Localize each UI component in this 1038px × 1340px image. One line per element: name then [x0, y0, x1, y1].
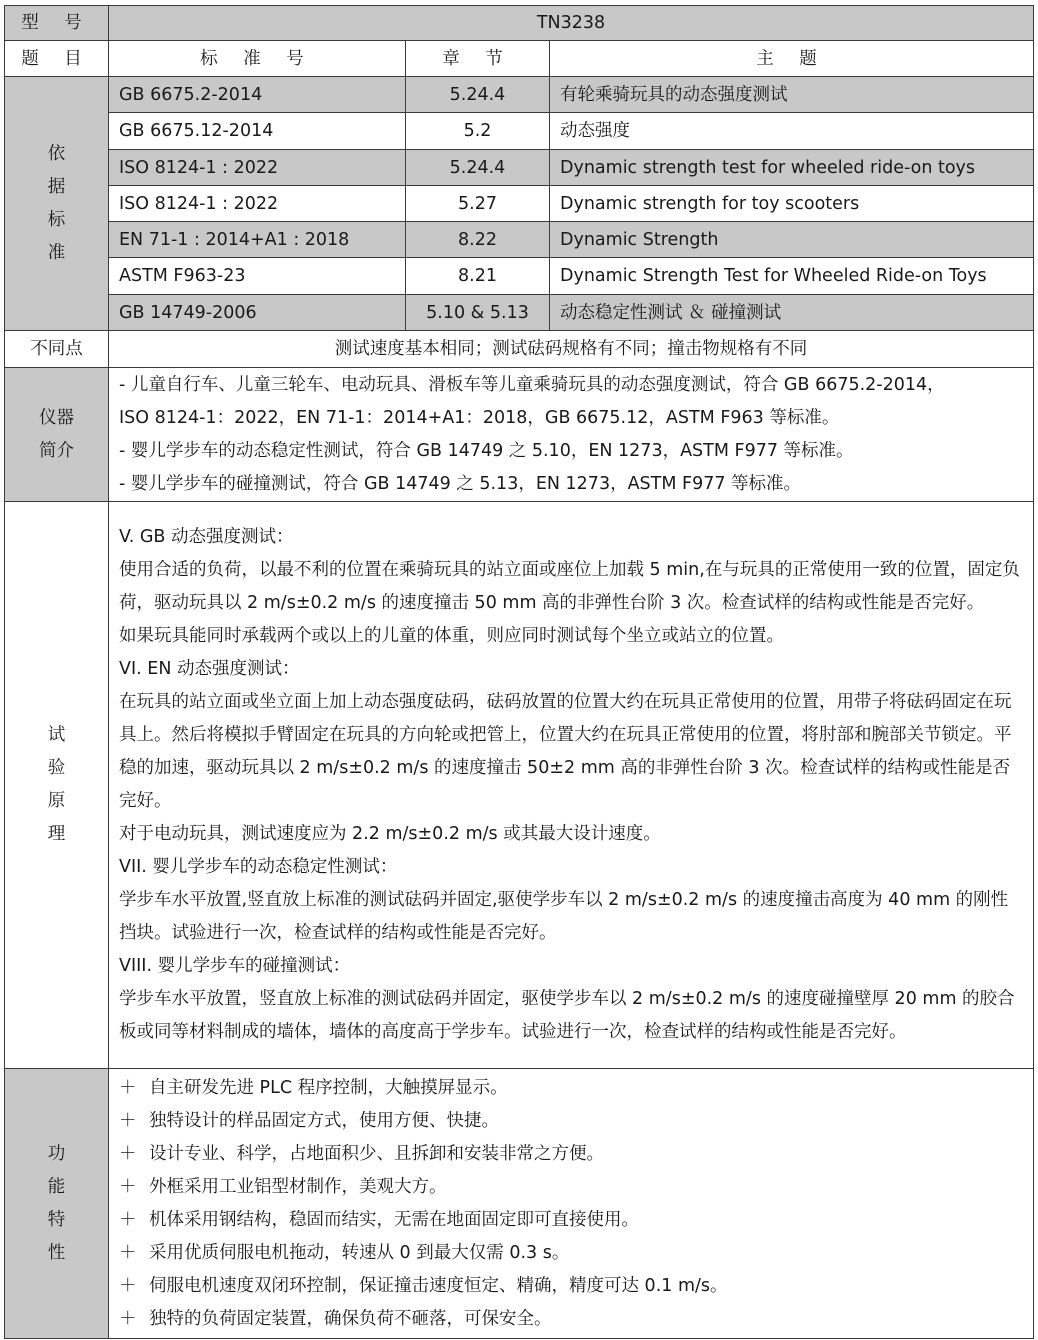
- principle-paragraph: 学步车水平放置，竖直放上标准的测试砝码并固定，驱使学步车以 2 m/s±0.2 m/s 的速度碰撞壁厚 20 mm 的胶合板或同等材料制成的墙体，墙体的高度高于学步车。试验进行一次，检查试样的结构或性能是否完好。: [119, 989, 1015, 1042]
- principle-paragraph: 对于电动玩具，测试速度应为 2.2 m/s±0.2 m/s 或其最大设计速度。: [119, 824, 661, 844]
- header-row: [5, 41, 1034, 77]
- standard-cell: GB 6675.2-2014: [109, 77, 406, 113]
- model-label: 型 号: [5, 6, 109, 41]
- plus-icon: ＋: [119, 1143, 137, 1164]
- standard-cell: EN 71-1 : 2014+A1 : 2018: [109, 222, 406, 258]
- section-cell: 5.27: [406, 186, 550, 222]
- intro-content: [109, 368, 1034, 502]
- feature-item: ＋ 设计专业、科学，占地面积少、且拆卸和安装非常之方便。: [119, 1138, 1023, 1171]
- table-row: [5, 113, 1034, 150]
- table-row: [5, 77, 1034, 113]
- principle-heading: V. GB 动态强度测试：: [119, 527, 294, 547]
- feature-item: ＋ 独特设计的样品固定方式，使用方便、快捷。: [119, 1105, 1023, 1138]
- standard-cell: GB 6675.12-2014: [109, 113, 406, 150]
- table-row: [5, 258, 1034, 295]
- section-cell: 5.2: [406, 113, 550, 150]
- standard-cell: ISO 8124-1 : 2022: [109, 186, 406, 222]
- plus-icon: ＋: [119, 1110, 137, 1131]
- subject-cell: Dynamic Strength: [550, 222, 1034, 258]
- subject-cell: 动态稳定性测试 ＆ 碰撞测试: [550, 295, 1034, 331]
- section-cell: 5.24.4: [406, 77, 550, 113]
- table-row: [5, 295, 1034, 331]
- principle-content: [109, 502, 1034, 1069]
- table-row: [5, 186, 1034, 222]
- plus-icon: ＋: [119, 1077, 137, 1098]
- difference-row: [5, 331, 1034, 368]
- plus-icon: ＋: [119, 1275, 137, 1296]
- principle-row: [5, 502, 1034, 1069]
- feature-item: ＋ 伺服电机速度双闭环控制，保证撞击速度恒定、精确，精度可达 0.1 m/s。: [119, 1270, 1023, 1303]
- principle-paragraph: 学步车水平放置,竖直放上标准的测试砝码并固定,驱使学步车以 2 m/s±0.2 m/s 的速度撞击高度为 40 mm 的刚性挡块。试验进行一次，检查试样的结构或性能是否完好。: [119, 890, 1009, 943]
- principle-label: 试 验 原 理: [5, 502, 109, 1069]
- col-header-section: 章 节: [406, 41, 550, 77]
- features-row: [5, 1069, 1034, 1339]
- principle-heading: VIII. 婴儿学步车的碰撞测试：: [119, 956, 351, 976]
- table-row: [5, 222, 1034, 258]
- difference-label: 不同点: [5, 331, 109, 368]
- feature-item: ＋ 采用优质伺服电机拖动，转速从 0 到最大仅需 0.3 s。: [119, 1237, 1023, 1270]
- section-cell: 5.24.4: [406, 150, 550, 186]
- difference-text: 测试速度基本相同；测试砝码规格有不同；撞击物规格有不同: [109, 331, 1034, 368]
- subject-cell: Dynamic strength for toy scooters: [550, 186, 1034, 222]
- feature-item: ＋ 独特的负荷固定装置，确保负荷不砸落，可保安全。: [119, 1303, 1023, 1336]
- subject-cell: Dynamic strength test for wheeled ride-on toys: [550, 150, 1034, 186]
- model-row: [5, 6, 1034, 41]
- spec-table: [4, 5, 1034, 1339]
- intro-line: ISO 8124-1：2022，EN 71-1：2014+A1：2018，GB 6675.12，ASTM F963 等标准。: [119, 407, 840, 428]
- col-header-standard: 标 准 号: [109, 41, 406, 77]
- subject-cell: 有轮乘骑玩具的动态强度测试: [550, 77, 1034, 113]
- features-label: 功 能 特 性: [5, 1069, 109, 1339]
- col-header-subject: 主 题: [550, 41, 1034, 77]
- principle-paragraph: 如果玩具能同时承载两个或以上的儿童的体重，则应同时测试每个坐立或站立的位置。: [119, 626, 784, 646]
- subject-cell: Dynamic Strength Test for Wheeled Ride-on Toys: [550, 258, 1034, 295]
- intro-line: - 婴儿学步车的动态稳定性测试，符合 GB 14749 之 5.10，EN 1273，ASTM F977 等标准。: [119, 440, 854, 461]
- intro-label: 仪器 简介: [5, 368, 109, 502]
- feature-item: ＋ 自主研发先进 PLC 程序控制，大触摸屏显示。: [119, 1072, 1023, 1105]
- intro-line: - 婴儿学步车的碰撞测试，符合 GB 14749 之 5.13，EN 1273，ASTM F977 等标准。: [119, 473, 802, 494]
- plus-icon: ＋: [119, 1209, 137, 1230]
- model-value: TN3238: [109, 6, 1034, 41]
- principle-paragraph: 使用合适的负荷，以最不利的位置在乘骑玩具的站立面或座位上加载 5 min,在与玩具的正常使用一致的位置，固定负荷，驱动玩具以 2 m/s±0.2 m/s 的速度撞击 50 mm 高的非弹性台阶 3 次。检查试样的结构或性能是否完好。: [119, 560, 1020, 613]
- features-content: [109, 1069, 1034, 1339]
- standard-cell: ISO 8124-1 : 2022: [109, 150, 406, 186]
- feature-item: ＋ 外框采用工业铝型材制作，美观大方。: [119, 1171, 1023, 1204]
- title-label: 题 目: [5, 41, 109, 77]
- feature-item: ＋ 机体采用钢结构，稳固而结实，无需在地面固定即可直接使用。: [119, 1204, 1023, 1237]
- standard-cell: ASTM F963-23: [109, 258, 406, 295]
- table-row: [5, 150, 1034, 186]
- intro-row: [5, 368, 1034, 502]
- basis-label: 依 据 标 准: [5, 77, 109, 331]
- plus-icon: ＋: [119, 1242, 137, 1263]
- standard-cell: GB 14749-2006: [109, 295, 406, 331]
- principle-heading: VII. 婴儿学步车的动态稳定性测试：: [119, 857, 398, 877]
- principle-paragraph: 在玩具的站立面或坐立面上加上动态强度砝码，砝码放置的位置大约在玩具正常使用的位置，用带子将砝码固定在玩具上。然后将模拟手臂固定在玩具的方向轮或把管上，位置大约在玩具正常使用的位置，将肘部和腕部关节锁定。平稳的加速，驱动玩具以 2 m/s±0.2 m/s 的速度撞击 50±2 mm 高的非弹性台阶 3 次。检查试样的结构或性能是否完好。: [119, 692, 1012, 811]
- plus-icon: ＋: [119, 1176, 137, 1197]
- intro-line: - 儿童自行车、儿童三轮车、电动玩具、滑板车等儿童乘骑玩具的动态强度测试，符合 GB 6675.2-2014，: [119, 374, 945, 395]
- plus-icon: ＋: [119, 1308, 137, 1329]
- principle-heading: VI. EN 动态强度测试：: [119, 659, 300, 679]
- section-cell: 8.21: [406, 258, 550, 295]
- subject-cell: 动态强度: [550, 113, 1034, 150]
- section-cell: 8.22: [406, 222, 550, 258]
- section-cell: 5.10 & 5.13: [406, 295, 550, 331]
